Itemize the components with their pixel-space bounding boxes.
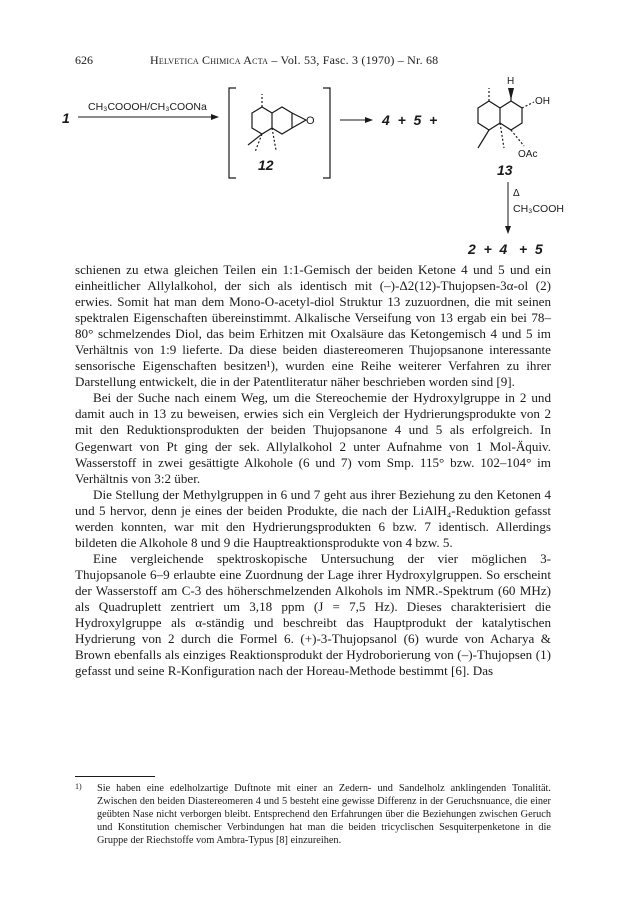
footnote-text: Sie haben eine edelholzartige Duftnote mit einer an Zedern- und Sandelholz anklingenden Tonalität. Zwischen den beiden Diastereomeren 4 und 5 besteht eine gewisse Differenz in der Geruchsnuance, die einer geübten Nase nicht verborgen bleibt. Entsprechend den Erfahrungen über die Beziehungen zwischen Geruch und Konstitution chemischer Verbindungen hat man die beiden tricyclischen Sesquiterpenketone in die Gruppe der Riechstoffe vom Ambra-Typus [8] einzureihen. <box>97 783 551 846</box>
label-OAc: OAc <box>518 149 538 160</box>
journal-name: Helvetica Chimica Acta <box>150 53 269 67</box>
compound-label-13: 13 <box>497 162 513 178</box>
footnote-rule <box>75 776 155 777</box>
paragraph-4: Eine vergleichende spektroskopische Untersuchung der vier möglichen 3-Thujopsanole 6–9 erlaubte eine Zuordnung der Lage ihrer Hydroxylgruppen. So erscheint der Wasserstoff am C-3 des höherschmelzenden Alkohols im NMR.-Spektrum (60 MHz) als Quadruplett zentriert um 3,18 ppm (J = 7,5 Hz). Dieses charakterisiert die Hydroxylgruppe als α-ständig und beschreibt das Hauptprodukt der katalytischen Hydrierung von 2 durch die Formel 6. (+)-3-Thujopsanol (6) wurde von Acharya & Brown ebenfalls als einziges Reaktionsprodukt der Hydroborierung von (–)-Thujopsen (1) gefasst und seine R-Konfiguration nach der Horeau-Methode bestimmt [6]. Das <box>75 550 551 679</box>
paragraph-1: schienen zu etwa gleichen Teilen ein 1:1-Gemisch der beiden Ketone 4 und 5 und ein einheitlicher Allylalkohol, der sich als identisch mit (–)-Δ2(12)-Thujopsen-3α-ol (2) erwies. Somit hat man dem Mono-O-acetyl-diol Struktur 13 zuzuordnen, die mit seinen spektralen Eigenschaften übereinstimmt. Alkalische Verseifung von 13 ergab ein bei 78–80° schmelzendes Diol, das beim Erhitzen mit Oxalsäure das Ketongemisch 4 und 5 im Verhältnis von 1:9 lieferte. Da diese beiden diastereomeren Thujopsanone interessante sensorische Eigenschaften besitzen¹), wurden eine Reihe weiterer Verfahren zu ihrer Darstellung entwickelt, die in der Patentliteratur näher beschrieben worden sind [9]. <box>75 262 551 390</box>
compound-label-12: 12 <box>258 157 274 173</box>
epoxide-structure <box>248 94 306 152</box>
running-title <box>150 53 438 68</box>
paragraph-3: Die Stellung der Methylgruppen in 6 und 7 geht aus ihrer Beziehung zu den Ketonen 4 und 5 hervor, denn je eines der beiden Produkte, die nach der LiAlH₄-Reduktion gefasst werden konnten, war mit den Hydrierungsprodukten 6 bzw. 7 identisch. Allerdings bildeten die Alkohole 8 und 9 die Hauptreaktionsprodukte von 4 bzw. 5. <box>75 486 551 550</box>
label-OH: OH <box>535 96 550 107</box>
compound-label-1: 1 <box>62 110 70 126</box>
heat-symbol: Δ <box>513 188 520 199</box>
final-products: 2 + 4 + 5 <box>468 241 543 257</box>
bracket-left <box>229 88 236 178</box>
paragraph-2: Bei der Suche nach einem Weg, um die Stereochemie der Hydroxylgruppe in 2 und damit auch in 13 zu beweisen, erwies sich ein Vergleich der Hydrierungsprodukte von 2 mit den Reduktionsprodukten der beiden Thujopsanone 4 und 5 als erfolgreich. In Gegenwart von Pt ging der sek. Allylalkohol 2 unter Aufnahme von 1 Mol-Äquiv. Wasserstoff in zwei gesättigte Alkohole (6 und 7) vom Smp. 115° bzw. 102–104° im Verhältnis von 3:2 über. <box>75 390 551 486</box>
bracket-right <box>323 88 330 178</box>
reaction-scheme <box>0 70 624 260</box>
acetate-structure <box>478 88 534 148</box>
reagent-peracetic: CH₃COOOH/CH₃COONa <box>88 101 207 113</box>
wedge-bond <box>508 88 514 100</box>
footnote <box>75 782 551 847</box>
epoxide-oxygen: O <box>306 115 315 127</box>
body-text <box>75 262 551 679</box>
reagent-acetic-acid: CH₃COOH <box>513 203 564 215</box>
products-line: 4 + 5 + <box>382 112 438 128</box>
footnote-number: 1) <box>75 782 82 791</box>
label-H: H <box>507 76 515 87</box>
page-number: 626 <box>75 53 93 67</box>
issue-info: – Vol. 53, Fasc. 3 (1970) – Nr. 68 <box>271 53 439 67</box>
